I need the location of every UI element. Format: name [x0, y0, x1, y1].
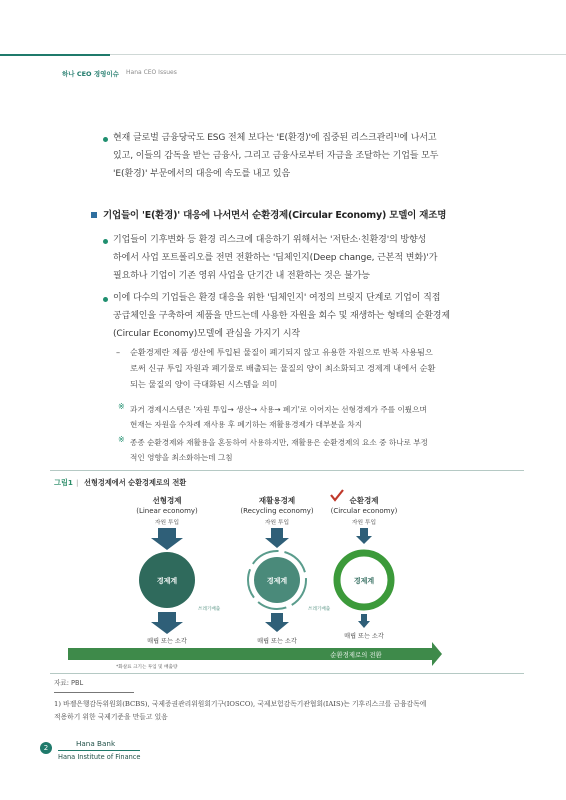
recycling-bottom-label: 매립 또는 소각	[257, 638, 297, 645]
text-line: 현재 글로벌 금융당국도 ESG 전체 보다는 'E(환경)'에 집중된 리스크관리¹⁾에 나서고	[113, 133, 437, 143]
figure-bottom-rule	[50, 673, 524, 674]
text-line: 적인 영향을 최소화하는데 그침	[130, 453, 233, 462]
footer-bank-name: Hana Bank	[76, 739, 116, 748]
economy-transition-diagram	[50, 488, 524, 672]
text-line: 'E(환경)' 부문에서의 대응에 속도를 내고 있음	[113, 169, 291, 179]
note-1	[130, 402, 524, 432]
footnote-line: 1) 바젤은행감독위원회(BCBS), 국제증권관리위원회기구(IOSCO), 국제보험감독기관협회(IAIS)는 기후리스크를 금융감독에	[54, 700, 427, 708]
text-line: 되는 물질의 양이 극대화된 시스템을 의미	[130, 379, 278, 389]
section-heading: 기업들이 'E(환경)' 대응에 나서면서 순환경제(Circular Economy) 모델이 재조명	[103, 210, 447, 221]
transition-arrow	[68, 642, 442, 666]
linear-subtitle: (Linear economy)	[136, 507, 198, 515]
linear-center-label: 경제계	[156, 577, 178, 585]
header-subtitle: Hana CEO Issues	[126, 69, 177, 76]
recycling-center-label: 경제계	[266, 577, 288, 585]
circular-subtitle: (Circular economy)	[330, 507, 398, 515]
recycling-waste-label: 쓰레기배출	[308, 607, 331, 612]
transition-arrow-label: 순환경제로의 전환	[330, 651, 382, 659]
linear-waste-label: 쓰레기배출	[198, 607, 221, 612]
footer-institute: Hana Institute of Finance	[58, 753, 141, 761]
figure-source: 자료: PBL	[54, 679, 84, 687]
footer-rule	[58, 750, 140, 751]
circular-input-arrow	[356, 528, 372, 544]
circular-output-arrow	[358, 614, 370, 628]
page-number: 2	[40, 742, 52, 754]
recycling-subtitle: (Recycling economy)	[240, 507, 314, 515]
linear-bottom-label: 매립 또는 소각	[147, 638, 187, 645]
figure-label: 그림1	[54, 478, 73, 487]
text-line: (Circular Economy)모델에 관심을 가지기 시작	[113, 329, 301, 339]
section-square-icon	[91, 212, 97, 218]
text-line: 과거 경제시스템은 '자원 투입→ 생산→ 사용→ 폐기'로 이어지는 선형경제가 주를 이뤘으며	[130, 405, 427, 414]
text-line: 있고, 이들의 감독을 받는 금융사, 그리고 금융사로부터 자금을 조달하는 기업들 모두	[113, 151, 439, 161]
header-title: 하나 CEO 경영이슈	[62, 70, 119, 78]
footnote-line: 적용하기 위한 국제기준을 만들고 있음	[54, 713, 168, 721]
circular-bottom-label: 매립 또는 소각	[344, 633, 384, 640]
figure-top-rule	[50, 470, 524, 471]
dash-mark: –	[116, 347, 121, 357]
figure-title: 선형경제에서 순환경제로의 전환	[84, 478, 187, 487]
linear-title: 선형경제	[152, 496, 182, 505]
text-line: 하에서 사업 포트폴리오를 전면 전환하는 '딥체인지(Deep change, 근본적 변화)'가	[113, 253, 438, 263]
text-line: 공급체인을 구축하여 제품을 만드는데 사용한 자원을 회수 및 재생하는 형태의 순환경제	[113, 311, 450, 321]
circular-title: 순환경제	[349, 496, 379, 505]
bullet-icon	[103, 297, 108, 302]
bullet-icon	[103, 239, 108, 244]
text-line: 필요하나 기업이 기존 영위 사업을 단기간 내 전환하는 것은 불가능	[113, 271, 370, 281]
linear-input-arrow	[151, 528, 183, 550]
figure-separator: |	[76, 478, 79, 487]
text-line: 기업들이 기후변화 등 환경 리스크에 대응하기 위해서는 '저탄소·친환경'의 방향성	[113, 235, 427, 245]
footnote	[54, 698, 516, 724]
text-line: 로써 신규 투입 자원과 폐기물로 배출되는 물질의 양이 최소화되고 경제계 내에서 순환	[130, 363, 436, 373]
note-mark-icon: ※	[118, 402, 125, 411]
check-mark-icon	[331, 490, 343, 500]
recycling-input-label: 자원 투입	[264, 520, 290, 526]
recycling-title: 재활용경제	[258, 496, 296, 505]
intro-paragraph	[113, 129, 523, 183]
circular-input-label: 자원 투입	[351, 520, 377, 526]
note-mark-icon: ※	[118, 435, 125, 444]
text-line: 순환경제란 제품 생산에 투입된 물질이 폐기되지 않고 유용한 자원으로 반복 사용됨으	[130, 347, 433, 357]
recycling-input-arrow	[265, 528, 289, 548]
header-accent	[0, 54, 110, 56]
linear-output-arrow	[151, 612, 183, 634]
bullet-icon	[103, 137, 108, 142]
circular-center-label: 경제계	[353, 577, 375, 585]
footnote-rule	[54, 692, 134, 693]
dash-paragraph	[130, 344, 524, 392]
text-line: 이에 다수의 기업들은 환경 대응을 위한 '딥체인지' 여정의 브릿지 단계로 기업이 직접	[113, 293, 441, 303]
linear-input-label: 자원 투입	[154, 520, 180, 526]
note-2	[130, 435, 524, 465]
paragraph-1	[113, 231, 523, 285]
text-line: 종종 순환경제와 재활용을 혼동하여 사용하지만, 재활용은 순환경제의 요소 중 하나로 부정	[130, 438, 428, 447]
text-line: 현재는 자원을 수차례 재사용 후 폐기하는 재활용경제가 대부분을 차지	[130, 420, 363, 429]
figure-note: *화살표 크기는 투입 및 배출량	[116, 665, 178, 670]
paragraph-2	[113, 289, 523, 343]
recycling-output-arrow	[265, 613, 289, 632]
